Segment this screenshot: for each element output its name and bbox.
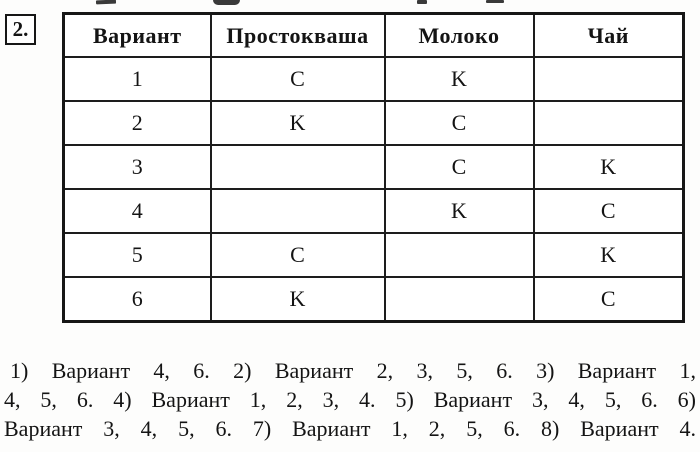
table-cell: 6	[64, 277, 211, 322]
table-cell: 3	[64, 145, 211, 189]
table-cell: K	[211, 277, 385, 322]
answer-line: Вариант 3, 4, 5, 6. 7) Вариант 1, 2, 5, 6. 8) Вариант 4.	[4, 416, 696, 441]
table-row	[64, 277, 684, 322]
table-cell: K	[534, 233, 684, 277]
scan-artifact	[213, 0, 240, 5]
answer-line: 1) Вариант 4, 6. 2) Вариант 2, 3, 5, 6. 3) Вариант 1,	[10, 358, 696, 383]
table-row	[64, 233, 684, 277]
table-row	[64, 145, 684, 189]
table-cell: K	[534, 145, 684, 189]
exercise-number-box	[5, 14, 36, 45]
scan-artifact	[417, 0, 427, 4]
table-cell: K	[385, 189, 534, 233]
table-cell	[385, 277, 534, 322]
table-row	[64, 189, 684, 233]
table-cell: C	[534, 277, 684, 322]
exercise-number: 2.	[12, 17, 29, 41]
table-cell: C	[385, 145, 534, 189]
table-cell: C	[385, 101, 534, 145]
table-cell	[534, 101, 684, 145]
table-cell: 5	[64, 233, 211, 277]
table-row	[64, 57, 684, 101]
table-cell: K	[211, 101, 385, 145]
table-cell: C	[211, 57, 385, 101]
table-cell: C	[211, 233, 385, 277]
header-chai: Чай	[534, 14, 684, 58]
table-row	[64, 101, 684, 145]
header-variant: Вариант	[64, 14, 211, 58]
table-cell	[211, 145, 385, 189]
table-cell: K	[385, 57, 534, 101]
table-cell: 4	[64, 189, 211, 233]
table-cell: 2	[64, 101, 211, 145]
table-cell	[385, 233, 534, 277]
table-cell: 1	[64, 57, 211, 101]
answer-options	[4, 356, 696, 443]
table-cell	[211, 189, 385, 233]
header-moloko: Молоко	[385, 14, 534, 58]
table-cell: C	[534, 189, 684, 233]
table-header-row	[64, 14, 684, 58]
scan-artifact	[96, 0, 116, 4]
variants-table	[62, 12, 685, 323]
answer-line: 4, 5, 6. 4) Вариант 1, 2, 3, 4. 5) Вариант 3, 4, 5, 6. 6)	[4, 387, 696, 412]
scan-artifact	[486, 0, 504, 3]
header-prostokvasha: Простокваша	[211, 14, 385, 58]
table-cell	[534, 57, 684, 101]
